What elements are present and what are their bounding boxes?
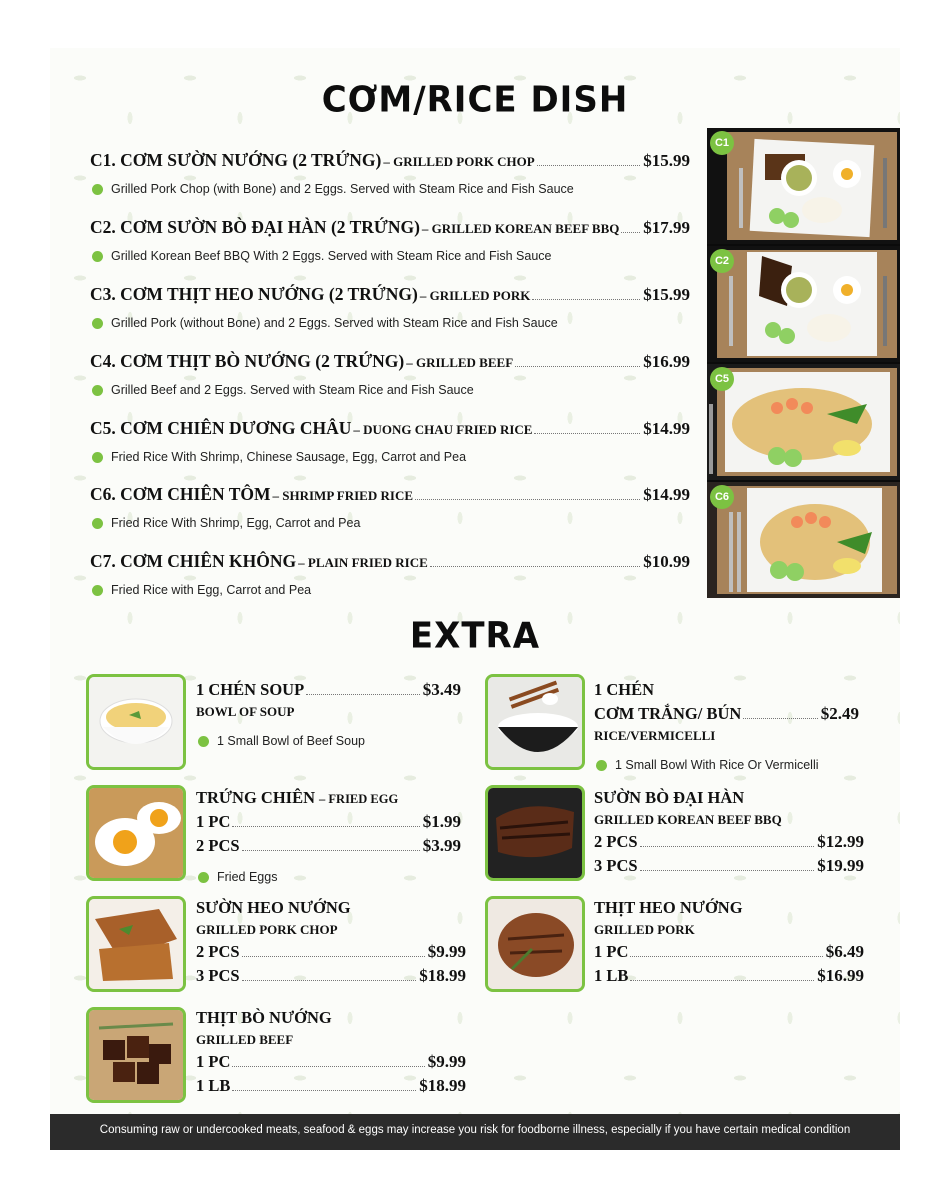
dish-english-name: – GRILLED BEEF bbox=[406, 355, 514, 370]
dotted-leader bbox=[306, 694, 420, 695]
option-price: $9.99 bbox=[427, 1052, 466, 1071]
extra-description: 1 Small Bowl of Beef Soup bbox=[217, 734, 365, 748]
dotted-leader bbox=[532, 299, 640, 300]
dotted-leader bbox=[415, 499, 640, 500]
extra-price: $3.49 bbox=[422, 680, 461, 699]
dish-photo-c2 bbox=[707, 246, 900, 362]
bullet-dot-icon bbox=[92, 452, 103, 463]
option-label: 1 PC bbox=[196, 1052, 231, 1071]
extra-english-name: BOWL OF SOUP bbox=[196, 704, 295, 719]
extra-item-fried-egg[interactable] bbox=[196, 788, 461, 884]
dotted-leader bbox=[630, 956, 822, 957]
dish-item-c3[interactable] bbox=[90, 284, 690, 330]
dotted-leader bbox=[232, 826, 419, 827]
option-label: 1 PC bbox=[196, 812, 231, 831]
dish-name: C2. CƠM SƯỜN BÒ ĐẠI HÀN (2 TRỨNG) bbox=[90, 217, 420, 237]
dish-english-name: – GRILLED KOREAN BEEF BBQ bbox=[421, 221, 620, 236]
option-price: $9.99 bbox=[427, 942, 466, 961]
dish-description: Fried Rice with Egg, Carrot and Pea bbox=[111, 583, 312, 597]
extra-item-grilled-pork[interactable] bbox=[594, 898, 864, 990]
extra-price: $2.49 bbox=[820, 704, 859, 723]
dish-photo-column bbox=[707, 128, 900, 598]
dish-english-name: – GRILLED PORK bbox=[419, 288, 531, 303]
extra-name: THỊT BÒ NƯỚNG bbox=[196, 1008, 332, 1027]
dotted-leader bbox=[743, 718, 817, 719]
dotted-leader bbox=[242, 850, 420, 851]
bullet-dot-icon bbox=[92, 251, 103, 262]
rice-bowl-image bbox=[485, 674, 585, 770]
dotted-leader bbox=[232, 1090, 416, 1091]
photo-badge: C6 bbox=[710, 485, 734, 509]
extra-name-line1: 1 CHÉN bbox=[594, 680, 655, 699]
dish-description: Grilled Korean Beef BBQ With 2 Eggs. Served with Steam Rice and Fish Sauce bbox=[111, 249, 552, 263]
dish-photo-c1 bbox=[707, 128, 900, 244]
dish-name: C6. CƠM CHIÊN TÔM bbox=[90, 484, 271, 504]
dotted-leader bbox=[430, 566, 640, 567]
dish-name: C4. CƠM THỊT BÒ NƯỚNG (2 TRỨNG) bbox=[90, 351, 405, 371]
dish-english-name: – GRILLED PORK CHOP bbox=[383, 154, 535, 169]
dotted-leader bbox=[621, 232, 640, 233]
dotted-leader bbox=[630, 980, 814, 981]
dish-item-c5[interactable] bbox=[90, 418, 690, 464]
extra-name: THỊT HEO NƯỚNG bbox=[594, 898, 743, 917]
extra-english-name: GRILLED BEEF bbox=[196, 1032, 294, 1047]
photo-badge: C1 bbox=[710, 131, 734, 155]
dish-price: $14.99 bbox=[643, 485, 690, 504]
photo-badge: C5 bbox=[710, 367, 734, 391]
dish-name: C3. CƠM THỊT HEO NƯỚNG (2 TRỨNG) bbox=[90, 284, 418, 304]
option-price: $19.99 bbox=[817, 856, 864, 875]
dish-price: $10.99 bbox=[643, 552, 690, 571]
dotted-leader bbox=[640, 846, 815, 847]
photo-badge: C2 bbox=[710, 249, 734, 273]
dish-price: $17.99 bbox=[643, 218, 690, 237]
dish-price: $16.99 bbox=[643, 352, 690, 371]
extra-description: Fried Eggs bbox=[217, 870, 278, 884]
dotted-leader bbox=[515, 366, 640, 367]
dish-item-c4[interactable] bbox=[90, 351, 690, 397]
option-label: 1 LB bbox=[594, 966, 629, 985]
health-warning-footer: Consuming raw or undercooked meats, seafood & eggs may increase you risk for foodborne illness, especially if you have certain medical condition bbox=[50, 1114, 900, 1150]
extra-item-soup[interactable] bbox=[196, 680, 461, 748]
bullet-dot-icon bbox=[92, 518, 103, 529]
bullet-dot-icon bbox=[198, 872, 209, 883]
dotted-leader bbox=[232, 1066, 424, 1067]
grilled-pork-image bbox=[485, 896, 585, 992]
dish-photo-c5 bbox=[707, 364, 900, 480]
dish-description: Grilled Pork (without Bone) and 2 Eggs. Served with Steam Rice and Fish Sauce bbox=[111, 316, 558, 330]
dish-name: C7. CƠM CHIÊN KHÔNG bbox=[90, 551, 297, 571]
option-price: $18.99 bbox=[419, 1076, 466, 1095]
dish-item-c6[interactable] bbox=[90, 484, 690, 530]
option-label: 2 PCS bbox=[594, 832, 638, 851]
extra-english-name: GRILLED PORK bbox=[594, 922, 695, 937]
dish-name: C5. CƠM CHIÊN DƯƠNG CHÂU bbox=[90, 418, 352, 438]
option-price: $1.99 bbox=[422, 812, 461, 831]
dish-description: Grilled Pork Chop (with Bone) and 2 Eggs. Served with Steam Rice and Fish Sauce bbox=[111, 182, 574, 196]
pork-chop-image bbox=[86, 896, 186, 992]
dotted-leader bbox=[242, 956, 425, 957]
extra-item-grilled-beef[interactable] bbox=[196, 1008, 466, 1100]
bullet-dot-icon bbox=[92, 585, 103, 596]
bullet-dot-icon bbox=[92, 318, 103, 329]
dish-description: Fried Rice With Shrimp, Chinese Sausage, Egg, Carrot and Pea bbox=[111, 450, 467, 464]
option-label: 2 PCS bbox=[196, 942, 240, 961]
option-label: 2 PCS bbox=[196, 836, 240, 855]
dotted-leader bbox=[242, 980, 417, 981]
dish-item-c1[interactable] bbox=[90, 150, 690, 196]
option-label: 3 PCS bbox=[196, 966, 240, 985]
grilled-beef-image bbox=[86, 1007, 186, 1103]
fried-egg-image bbox=[86, 785, 186, 881]
korean-beef-image bbox=[485, 785, 585, 881]
extra-heading: EXTRA bbox=[409, 615, 541, 657]
dish-photo-c6 bbox=[707, 482, 900, 598]
extra-item-rice[interactable] bbox=[594, 680, 859, 772]
dish-item-c7[interactable] bbox=[90, 551, 690, 597]
option-label: 1 PC bbox=[594, 942, 629, 961]
option-price: $18.99 bbox=[419, 966, 466, 985]
dotted-leader bbox=[537, 165, 641, 166]
option-label: 1 LB bbox=[196, 1076, 231, 1095]
dish-price: $15.99 bbox=[643, 151, 690, 170]
extra-name: CƠM TRẮNG/ BÚN bbox=[594, 704, 742, 723]
soup-image bbox=[86, 674, 186, 770]
extra-english-name: – FRIED EGG bbox=[319, 792, 399, 806]
extra-name: TRỨNG CHIÊN bbox=[196, 788, 316, 807]
rice-dish-heading: CƠM/RICE DISH bbox=[321, 79, 629, 121]
dish-price: $14.99 bbox=[643, 419, 690, 438]
dish-name: C1. CƠM SƯỜN NƯỚNG (2 TRỨNG) bbox=[90, 150, 382, 170]
dish-english-name: – SHRIMP FRIED RICE bbox=[272, 488, 414, 503]
dish-english-name: – PLAIN FRIED RICE bbox=[298, 555, 428, 570]
extra-english-name: GRILLED KOREAN BEEF BBQ bbox=[594, 812, 782, 827]
dish-description: Fried Rice With Shrimp, Egg, Carrot and Pea bbox=[111, 516, 361, 530]
dish-description: Grilled Beef and 2 Eggs. Served with Steam Rice and Fish Sauce bbox=[111, 383, 474, 397]
extra-description: 1 Small Bowl With Rice Or Vermicelli bbox=[615, 758, 819, 772]
extra-name: SƯỜN HEO NƯỚNG bbox=[196, 898, 351, 917]
option-price: $12.99 bbox=[817, 832, 864, 851]
extra-english-name: GRILLED PORK CHOP bbox=[196, 922, 338, 937]
option-price: $3.99 bbox=[422, 836, 461, 855]
dotted-leader bbox=[534, 433, 640, 434]
dotted-leader bbox=[640, 870, 815, 871]
bullet-dot-icon bbox=[92, 385, 103, 396]
extra-english-name: RICE/VERMICELLI bbox=[594, 728, 716, 743]
bullet-dot-icon bbox=[198, 736, 209, 747]
extra-name: 1 CHÉN SOUP bbox=[196, 680, 305, 699]
option-price: $16.99 bbox=[817, 966, 864, 985]
bullet-dot-icon bbox=[92, 184, 103, 195]
extra-item-pork-chop[interactable] bbox=[196, 898, 466, 990]
dish-english-name: – DUONG CHAU FRIED RICE bbox=[353, 422, 533, 437]
extra-name: SƯỜN BÒ ĐẠI HÀN bbox=[594, 788, 745, 807]
option-label: 3 PCS bbox=[594, 856, 638, 875]
dish-price: $15.99 bbox=[643, 285, 690, 304]
extra-item-korean-beef[interactable] bbox=[594, 788, 864, 880]
dish-item-c2[interactable] bbox=[90, 217, 690, 263]
bullet-dot-icon bbox=[596, 760, 607, 771]
option-price: $6.49 bbox=[825, 942, 864, 961]
